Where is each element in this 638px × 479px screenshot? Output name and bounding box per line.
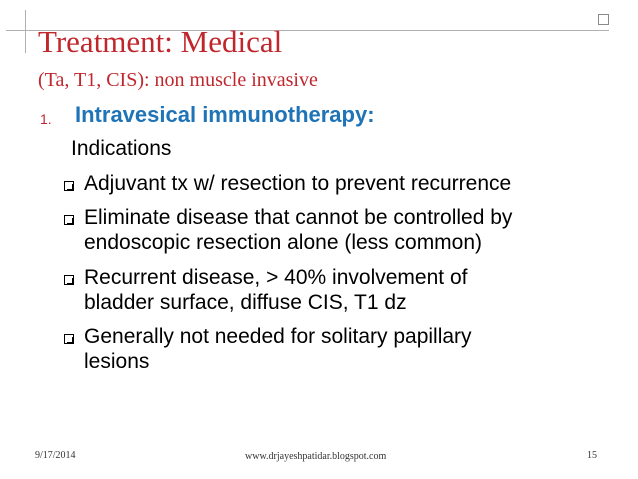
bullet-text-line: Recurrent disease, > 40% involvement of [84, 266, 468, 289]
bullet-text-line: bladder surface, diffuse CIS, T1 dz [84, 291, 407, 314]
footer-page-number: 15 [587, 450, 597, 461]
footer-date: 9/17/2014 [35, 450, 76, 461]
bullet-text-line: lesions [84, 350, 150, 373]
indications-label: Indications [71, 137, 172, 160]
bullet-text-line: Adjuvant tx w/ resection to prevent recurrence [84, 172, 512, 195]
bullet-text-line: Eliminate disease that cannot be controlled by [84, 206, 513, 229]
footer-url: www.drjayeshpatidar.blogspot.com [245, 451, 387, 462]
list-item-number: 1. [40, 111, 52, 127]
checkbox-square-icon [64, 275, 74, 285]
slide-title: Treatment: Medical [38, 24, 283, 59]
checkbox-square-icon [64, 215, 74, 225]
section-heading: Intravesical immunotherapy: [75, 102, 375, 127]
checkbox-square-icon [64, 181, 74, 191]
checkbox-square-icon [64, 334, 74, 344]
accent-square-icon [598, 14, 609, 25]
bullet-text-line: Generally not needed for solitary papillary [84, 325, 472, 348]
bullet-text-line: endoscopic resection alone (less common) [84, 231, 483, 254]
accent-vertical-line [25, 10, 26, 53]
slide-subtitle: (Ta, T1, CIS): non muscle invasive [38, 69, 318, 91]
